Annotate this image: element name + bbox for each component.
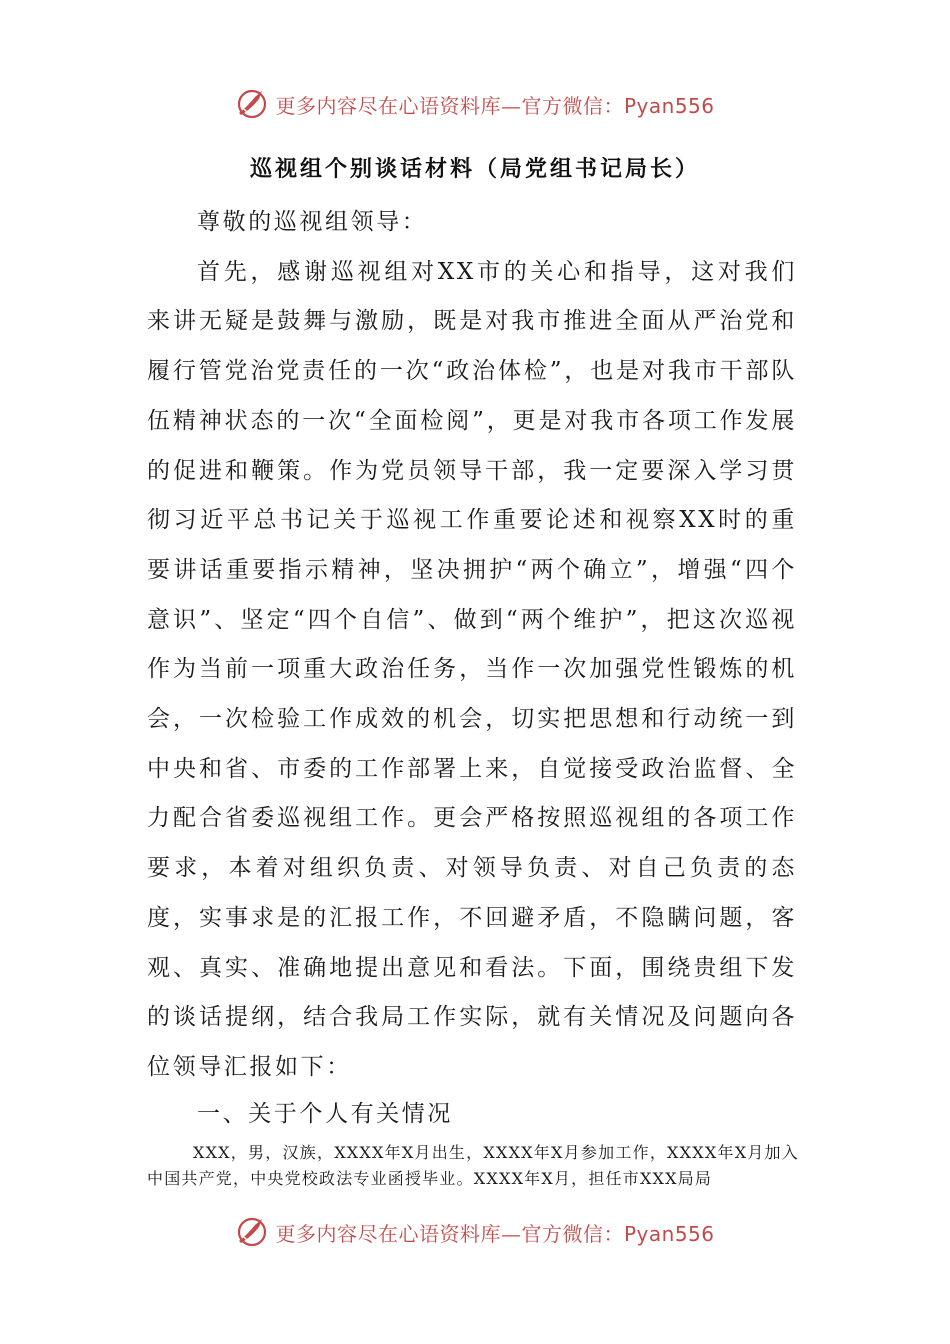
paragraph-intro: 首先，感谢巡视组对XX市的关心和指导，这对我们来讲无疑是鼓舞与激励，既是对我市推进全面从严治党和履行管党治党责任的一次“政治体检”，也是对我市干部队伍精神状态的一次“全面检阅”，更是对我市各项工作发展的促进和鞭策。作为党员领导干部，我一定要深入学习贯彻习近平总书记关于巡视工作重要论述和视察XX时的重要讲话重要指示精神，坚决拥护“两个确立”，增强“四个意识”、坚定“四个自信”、做到“两个维护”，把这次巡视作为当前一项重大政治任务，当作一次加强党性锻炼的机会，一次检验工作成效的机会，切实把思想和行动统一到中央和省、市委的工作部署上来，自觉接受政治监督、全力配合省委巡视组工作。更会严格按照巡视组的各项工作要求，本着对组织负责、对领导负责、对自己负责的态度，实事求是的汇报工作，不回避矛盾，不隐瞒问题，客观、真实、准确地提出意见和看法。下面，围绕贵组下发的谈话提纲，结合我局工作实际，就有关情况及问题向各位领导汇报如下： bbox=[147, 258, 797, 1080]
banner-text: 更多内容尽在心语资料库—官方微信：Pyan556 bbox=[275, 1221, 715, 1246]
document-title: 巡视组个别谈话材料（局党组书记局长） bbox=[249, 156, 700, 182]
header-banner bbox=[0, 84, 950, 124]
salutation: 尊敬的巡视组领导： bbox=[197, 209, 428, 235]
wechat-id: Pyan556 bbox=[623, 93, 715, 118]
wechat-id: Pyan556 bbox=[623, 1221, 715, 1246]
pen-circle-logo-icon bbox=[235, 87, 269, 121]
paragraph-personal-info: XXX，男，汉族，XXXX年X月出生，XXXX年X月参加工作，XXXX年X月加入中国共产党，中央党校政法专业函授毕业。XXXX年X月，担任市XXX局局 bbox=[147, 1143, 799, 1188]
footer-banner bbox=[0, 1212, 950, 1252]
banner-text: 更多内容尽在心语资料库—官方微信：Pyan556 bbox=[275, 93, 715, 118]
pen-circle-logo-icon bbox=[235, 1215, 269, 1249]
section-heading: 一、关于个人有关情况 bbox=[197, 1101, 453, 1127]
document-body bbox=[147, 198, 797, 1093]
